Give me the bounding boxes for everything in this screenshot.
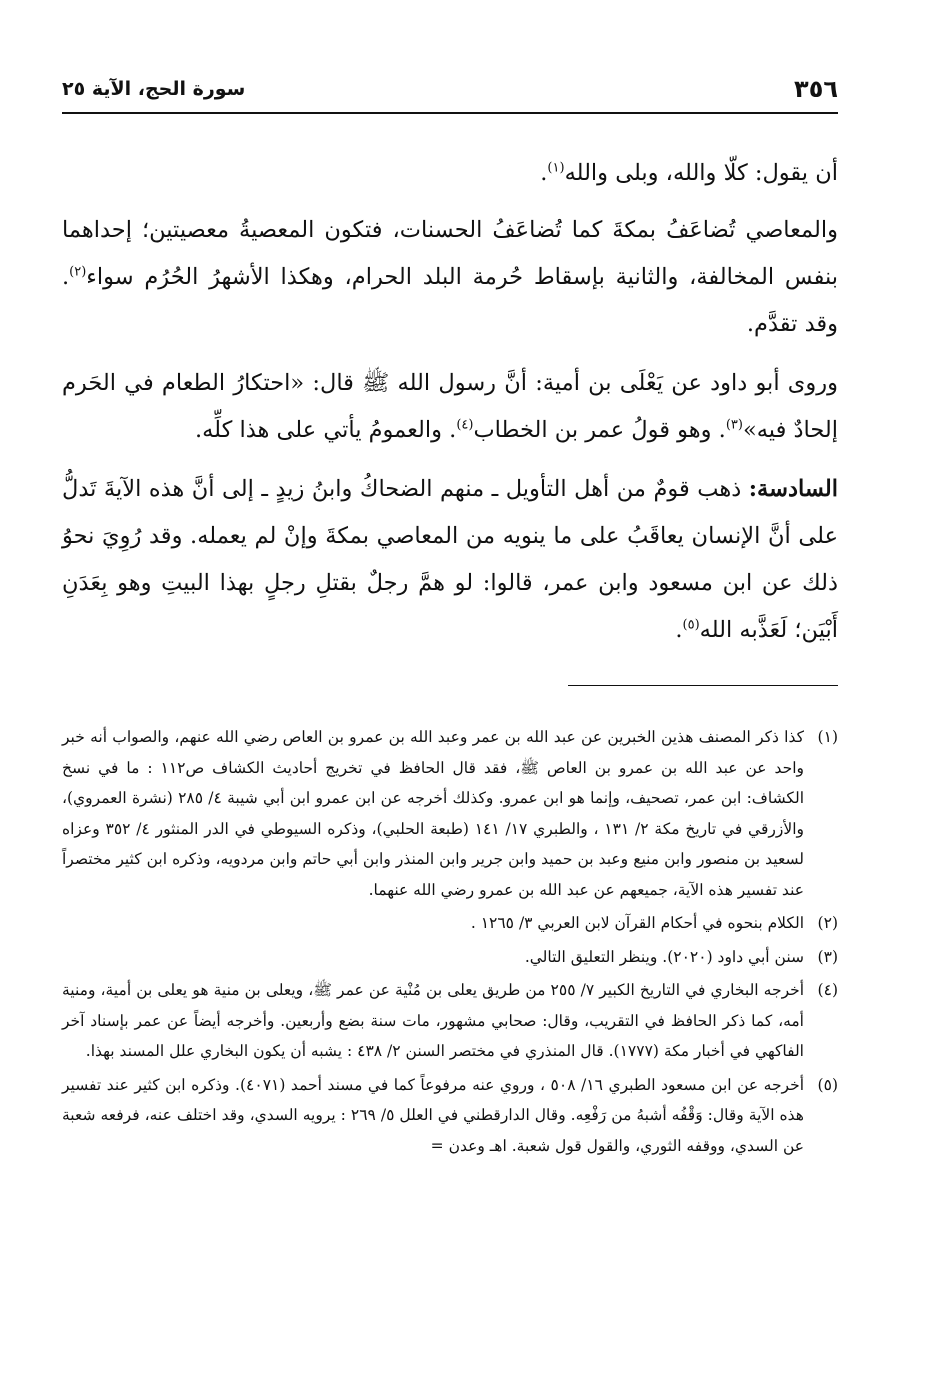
running-title: سورة الحج، الآية ٢٥ xyxy=(62,78,246,100)
paragraph-3-end: . والعمومُ يأتي على هذا كلِّه. xyxy=(194,417,457,443)
paragraph-2-end: . وقد تقدَّم. xyxy=(62,264,838,337)
footnote-number: (٣) xyxy=(817,947,838,966)
footnotes xyxy=(62,722,838,1164)
footnote-ref-2[interactable]: (٢) xyxy=(69,264,87,280)
book-page xyxy=(62,0,838,1382)
page-header xyxy=(62,74,838,104)
paragraph-4-text: ذهب قومٌ من أهل التأويل ـ منهم الضحاكُ وابنُ زيدٍ ـ إلى أنَّ هذه الآيةَ تَدلُّ على أنَّ الإنسان يعاقَبُ على ما ينويه من المعاصي بمكةَ وإنْ لم يعمله. وقد رُوِيَ نحوُ ذلك عن ابن مسعود وابن عمر، قالوا: لو همَّ رجلٌ بقتلِ رجلٍ بهذا البيتِ وهو بِعَدَنِ أَبْيَن؛ لَعَذَّبه الله xyxy=(62,476,838,643)
footnote-3 xyxy=(62,942,838,973)
paragraph-3-text: وروى أبو داود عن يَعْلَى بن أمية: أنَّ رسول الله ﷺ قال: «احتكارُ الطعام في الحَرم إلحادٌ فيه» xyxy=(62,370,838,443)
footnote-text: الكلام بنحوه في أحكام القرآن لابن العربي ٣/ ١٢٦٥ . xyxy=(470,914,804,932)
page-number: ٣٥٦ xyxy=(794,75,838,103)
paragraph-2-text: والمعاصي تُضاعَفُ بمكةَ كما تُضاعَفُ الحسنات، فتكون المعصيةُ معصيتين؛ إحداهما بنفس المخالفة، والثانية بإسقاط حُرمة البلد الحرام، وهكذا الأشهرُ الحُرُم سواء xyxy=(62,217,838,290)
footnote-number: (٤) xyxy=(817,981,838,999)
paragraph-1-text: أن يقول: كلّا والله، وبلى والله xyxy=(564,160,838,186)
footnote-ref-4[interactable]: (٤) xyxy=(456,417,474,433)
section-label: السادسة: xyxy=(748,476,838,502)
footnote-text: كذا ذكر المصنف هذين الخبرين عن عبد الله بن عمر وعبد الله بن عمرو بن العاص رضي الله عنهم، والصواب أنه خبر واحد عن عبد الله بن عمرو بن العاص ﷺ، فقد قال الحافظ في تخريج أحاديث الكشاف ص١١٢ : ما في نسخ الكشاف: ابن عمر، تصحيف، وإنما هو ابن عمرو. وكذلك أخرجه عن ابن عمرو ابن أبي شيبة ٤/ ٢٨٥ (نشرة العمروي)، والأزرقي في تاريخ مكة ٢/ ١٣١ ، والطبري ١٧/ ١٤١ (طبعة الحلبي)، وذكره السيوطي في الدر المنثور ٤/ ٣٥٢ وعزاه لسعيد بن منصور وابن منيع وعبد بن حميد وابن جرير وابن المنذر وابن أبي حاتم وابن مردويه، وذكره ابن كثير مختصراً عند تفسير هذه الآية، جميعهم عن عبد الله بن عمرو رضي الله عنهما. xyxy=(62,728,805,899)
footnote-number: (١) xyxy=(817,728,838,746)
paragraph-4 xyxy=(62,466,838,654)
footnote-text: أخرجه البخاري في التاريخ الكبير ٧/ ٢٥٥ من طريق يعلى بن مُنْية عن عمر ﷺ، ويعلى بن منية هو يعلى بن أمية، ومنية أمه، كما ذكر الحافظ في التقريب، وقال: صحابي مشهور، مات سنة بضع وأربعين. وأخرجه أيضاً عن عمر بإسناد آخر الفاكهي في أخبار مكة (١٧٧٧). قال المنذري في مختصر السنن ٢/ ٤٣٨ : يشبه أن يكون البخاري علل المسند بهذا. xyxy=(62,981,805,1060)
paragraph-3 xyxy=(62,360,838,454)
footnote-text: سنن أبي داود (٢٠٢٠). وينظر التعليق التالي. xyxy=(524,947,804,966)
footnote-1 xyxy=(62,722,838,905)
footnote-5 xyxy=(62,1070,838,1162)
footnote-ref-5[interactable]: (٥) xyxy=(682,617,700,633)
paragraph-4-end: . xyxy=(675,617,683,643)
footnote-ref-3[interactable]: (٣) xyxy=(725,417,743,433)
footnote-number: (٥) xyxy=(817,1075,838,1094)
footnote-4 xyxy=(62,975,838,1067)
paragraph-1 xyxy=(62,150,838,197)
footnote-number: (٢) xyxy=(817,914,838,932)
paragraph-3-middle: . وهو قولُ عمر بن الخطاب xyxy=(473,417,726,443)
footnote-separator xyxy=(568,685,838,686)
paragraph-1-end: . xyxy=(540,160,548,186)
footnote-ref-1[interactable]: (١) xyxy=(547,160,565,176)
paragraph-2 xyxy=(62,207,838,348)
main-text xyxy=(62,150,838,666)
footnote-2 xyxy=(62,908,838,939)
footnote-text: أخرجه عن ابن مسعود الطبري ١٦/ ٥٠٨ ، وروي عنه مرفوعاً كما في مسند أحمد (٤٠٧١). وذكره ابن كثير عند تفسير هذه الآية وقال: وَقْفُه أشبهُ من رَفْعِه. وقال الدارقطني في العلل ٥/ ٢٦٩ : يرويه السدي، وقد اختلف عنه، فرفعه شعبة عن السدي، ووقفه الثوري، والقول قول شعبة. اهـ وعدن = xyxy=(62,1075,804,1155)
header-rule xyxy=(62,112,838,114)
